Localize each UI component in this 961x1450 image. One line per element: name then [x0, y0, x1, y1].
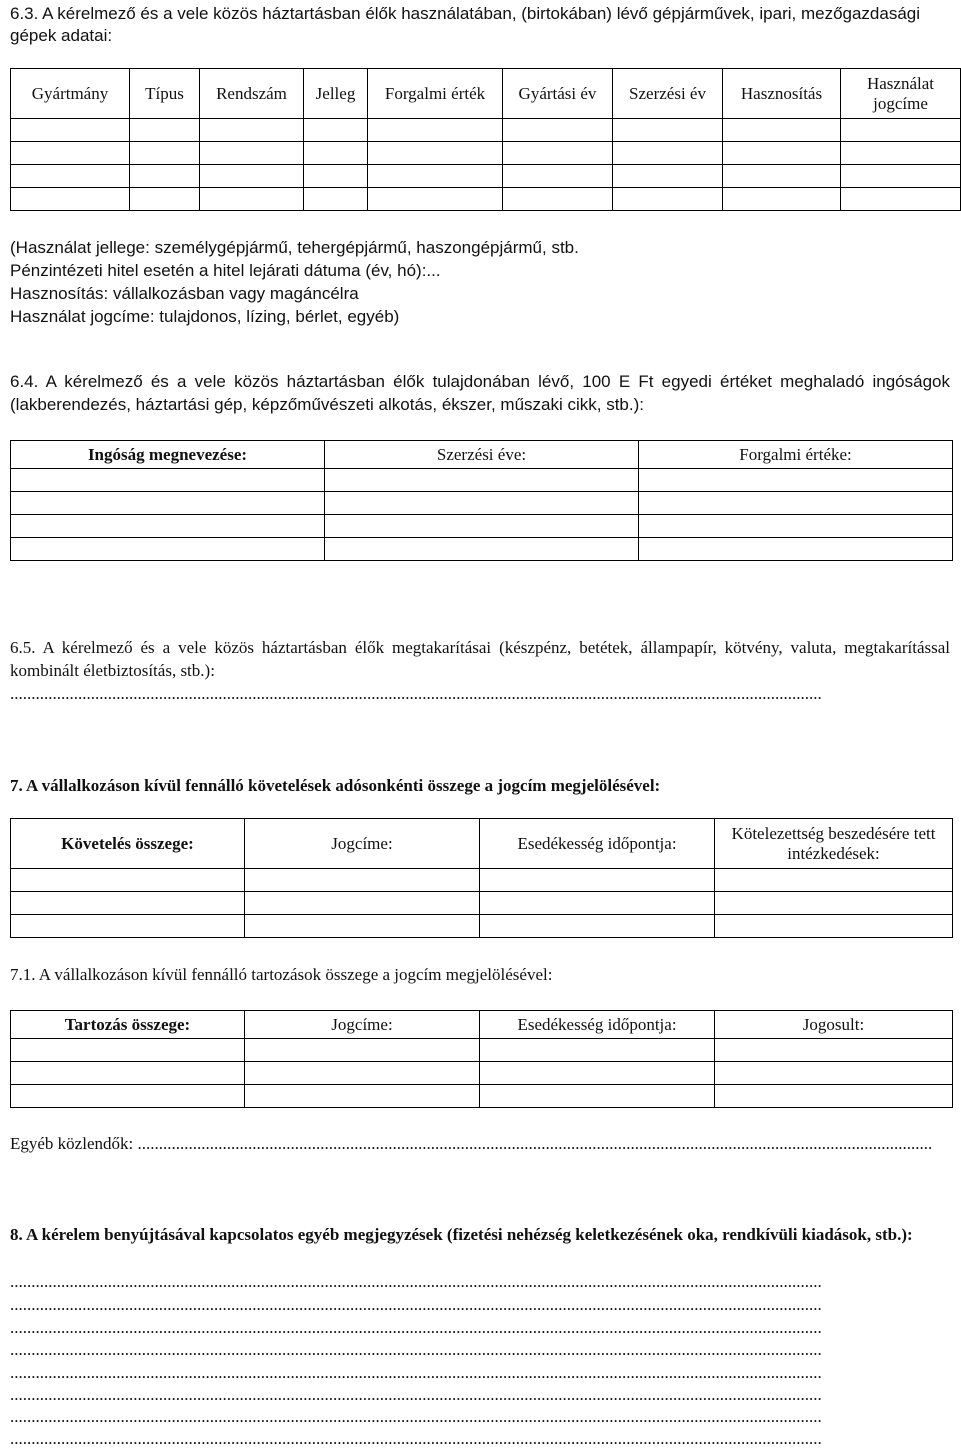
debts-table — [10, 1010, 953, 1108]
table-cell[interactable] — [715, 915, 953, 938]
table-cell[interactable] — [325, 515, 639, 538]
table-header-row — [11, 441, 953, 469]
section-7-title: 7. A vállalkozáson kívül fennálló követelések adósonkénti összege a jogcím megjelölésével: — [10, 776, 661, 795]
note-line: Hasznosítás: vállalkozásban vagy magáncélra — [10, 284, 359, 303]
table-cell[interactable] — [130, 165, 200, 188]
remarks-dotted-line[interactable]: ............................................................................................................................................................................................... — [10, 1429, 822, 1448]
table-cell[interactable] — [503, 142, 613, 165]
header-cell: Rendszám — [200, 69, 304, 119]
header-cell: Forgalmi értéke: — [639, 441, 953, 469]
table-cell[interactable] — [11, 1085, 245, 1108]
table-row — [11, 915, 953, 938]
table-cell[interactable] — [11, 915, 245, 938]
table-cell[interactable] — [200, 142, 304, 165]
table-cell[interactable] — [480, 869, 715, 892]
table-cell[interactable] — [245, 1039, 480, 1062]
table-cell[interactable] — [480, 892, 715, 915]
table-row — [11, 165, 961, 188]
table-row — [11, 142, 961, 165]
table-cell[interactable] — [304, 119, 368, 142]
header-cell: Gyártási év — [503, 69, 613, 119]
table-row — [11, 492, 953, 515]
table-cell[interactable] — [503, 165, 613, 188]
vehicles-table — [10, 68, 961, 211]
remarks-dotted-line[interactable]: ............................................................................................................................................................................................... — [10, 1318, 822, 1337]
other-notes-line[interactable]: Egyéb közlendők: ........................................................................................................................................................................................... — [10, 1134, 933, 1153]
table-cell[interactable] — [11, 188, 130, 211]
table-row — [11, 119, 961, 142]
table-cell[interactable] — [11, 1039, 245, 1062]
table-cell[interactable] — [11, 515, 325, 538]
table-cell[interactable] — [11, 142, 130, 165]
table-cell[interactable] — [130, 188, 200, 211]
header-cell: Követelés összege: — [11, 819, 245, 869]
header-cell: Kötelezettség beszedésére tett intézkedések: — [715, 819, 953, 869]
table-header-row — [11, 69, 961, 119]
remarks-dotted-line[interactable]: ............................................................................................................................................................................................... — [10, 1363, 822, 1382]
table-row — [11, 869, 953, 892]
table-row — [11, 1039, 953, 1062]
table-cell[interactable] — [503, 188, 613, 211]
header-cell: Forgalmi érték — [368, 69, 503, 119]
header-cell: Esedékesség időpontja: — [480, 1011, 715, 1039]
table-cell[interactable] — [715, 1062, 953, 1085]
header-cell: Ingóság megnevezése: — [11, 441, 325, 469]
table-cell[interactable] — [841, 165, 961, 188]
header-cell: Szerzési éve: — [325, 441, 639, 469]
table-row — [11, 1085, 953, 1108]
table-cell[interactable] — [304, 142, 368, 165]
table-cell[interactable] — [11, 469, 325, 492]
movables-table — [10, 440, 953, 561]
table-cell[interactable] — [130, 119, 200, 142]
table-cell[interactable] — [841, 188, 961, 211]
header-cell: Tartozás összege: — [11, 1011, 245, 1039]
note-line: Használat jogcíme: tulajdonos, lízing, bérlet, egyéb) — [10, 307, 400, 326]
table-cell[interactable] — [11, 538, 325, 561]
table-cell[interactable] — [613, 165, 723, 188]
table-cell[interactable] — [245, 1085, 480, 1108]
section-8-title: 8. A kérelem benyújtásával kapcsolatos egyéb megjegyzések (fizetési nehézség keletkezésének oka, rendkívüli kiadások, stb.): — [10, 1225, 913, 1244]
table-cell[interactable] — [841, 142, 961, 165]
table-cell[interactable] — [723, 188, 841, 211]
table-row — [11, 892, 953, 915]
table-cell[interactable] — [325, 538, 639, 561]
note-line: Pénzintézeti hitel esetén a hitel lejárati dátuma (év, hó):... — [10, 261, 441, 280]
table-cell[interactable] — [304, 188, 368, 211]
table-cell[interactable] — [368, 165, 503, 188]
header-cell: Hasznosítás — [723, 69, 841, 119]
remarks-dotted-line[interactable]: ............................................................................................................................................................................................... — [10, 1385, 822, 1404]
table-cell[interactable] — [480, 1039, 715, 1062]
table-row — [11, 538, 953, 561]
table-row — [11, 469, 953, 492]
remarks-dotted-line[interactable]: ............................................................................................................................................................................................... — [10, 1295, 822, 1314]
table-cell[interactable] — [11, 492, 325, 515]
table-row — [11, 515, 953, 538]
table-cell[interactable] — [11, 1062, 245, 1085]
table-header-row — [11, 819, 953, 869]
receivables-table — [10, 818, 953, 938]
savings-dotted-line[interactable]: ............................................................................................................................................................................................... — [10, 684, 822, 703]
section-6-3-title-line2: gépek adatai: — [10, 26, 113, 45]
remarks-dotted-line[interactable]: ............................................................................................................................................................................................... — [10, 1340, 822, 1359]
table-cell[interactable] — [715, 1085, 953, 1108]
table-cell[interactable] — [245, 1062, 480, 1085]
table-cell[interactable] — [715, 892, 953, 915]
header-cell: Jogosult: — [715, 1011, 953, 1039]
table-cell[interactable] — [723, 165, 841, 188]
table-cell[interactable] — [639, 492, 953, 515]
table-cell[interactable] — [723, 142, 841, 165]
note-line: (Használat jellege: személygépjármű, tehergépjármű, haszongépjármű, stb. — [10, 238, 579, 257]
table-cell[interactable] — [639, 515, 953, 538]
section-6-4-text: 6.4. A kérelmező és a vele közös háztartásban élők tulajdonában lévő, 100 E Ft egyedi értéket meghaladó ingóságok (lakberendezés, háztartási gép, képzőművészeti alkotás, ékszer, műszaki cikk, stb.): — [10, 372, 950, 414]
table-cell[interactable] — [841, 119, 961, 142]
table-header-row — [11, 1011, 953, 1039]
table-cell[interactable] — [11, 165, 130, 188]
table-cell[interactable] — [11, 119, 130, 142]
header-cell: Típus — [130, 69, 200, 119]
table-cell[interactable] — [325, 492, 639, 515]
table-cell[interactable] — [200, 165, 304, 188]
table-cell[interactable] — [304, 165, 368, 188]
table-cell[interactable] — [613, 188, 723, 211]
section-6-5-text: 6.5. A kérelmező és a vele közös háztartásban élők megtakarításai (készpénz, betétek, állampapír, kötvény, valuta, megtakarítással kombinált életbiztosítás, stb.): — [10, 638, 950, 680]
table-cell[interactable] — [480, 1062, 715, 1085]
table-cell[interactable] — [503, 119, 613, 142]
table-cell[interactable] — [245, 869, 480, 892]
header-cell: Jelleg — [304, 69, 368, 119]
table-cell[interactable] — [11, 892, 245, 915]
table-cell[interactable] — [130, 142, 200, 165]
table-cell[interactable] — [480, 915, 715, 938]
header-cell: Jogcíme: — [245, 1011, 480, 1039]
section-7-1-title: 7.1. A vállalkozáson kívül fennálló tartozások összege a jogcím megjelölésével: — [10, 965, 553, 984]
header-cell: Esedékesség időpontja: — [480, 819, 715, 869]
table-row — [11, 1062, 953, 1085]
table-row — [11, 188, 961, 211]
remarks-dotted-line[interactable]: ............................................................................................................................................................................................... — [10, 1272, 822, 1291]
header-cell: Használat jogcíme — [841, 69, 961, 119]
table-cell[interactable] — [613, 142, 723, 165]
header-cell: Jogcíme: — [245, 819, 480, 869]
table-cell[interactable] — [368, 119, 503, 142]
table-cell[interactable] — [715, 1039, 953, 1062]
table-cell[interactable] — [245, 915, 480, 938]
table-cell[interactable] — [11, 869, 245, 892]
table-cell[interactable] — [480, 1085, 715, 1108]
table-cell[interactable] — [325, 469, 639, 492]
header-cell: Szerzési év — [613, 69, 723, 119]
header-cell: Gyártmány — [11, 69, 130, 119]
table-cell[interactable] — [723, 119, 841, 142]
table-cell[interactable] — [613, 119, 723, 142]
section-6-3-title-line1: 6.3. A kérelmező és a vele közös háztartásban élők használatában, (birtokában) lévő gépjárművek, ipari, mezőgazdasági — [10, 4, 921, 23]
table-cell[interactable] — [200, 188, 304, 211]
table-cell[interactable] — [639, 538, 953, 561]
table-cell[interactable] — [368, 142, 503, 165]
remarks-dotted-line[interactable]: ............................................................................................................................................................................................... — [10, 1407, 822, 1426]
table-cell[interactable] — [245, 892, 480, 915]
table-cell[interactable] — [200, 119, 304, 142]
table-cell[interactable] — [368, 188, 503, 211]
table-cell[interactable] — [715, 869, 953, 892]
table-cell[interactable] — [639, 469, 953, 492]
